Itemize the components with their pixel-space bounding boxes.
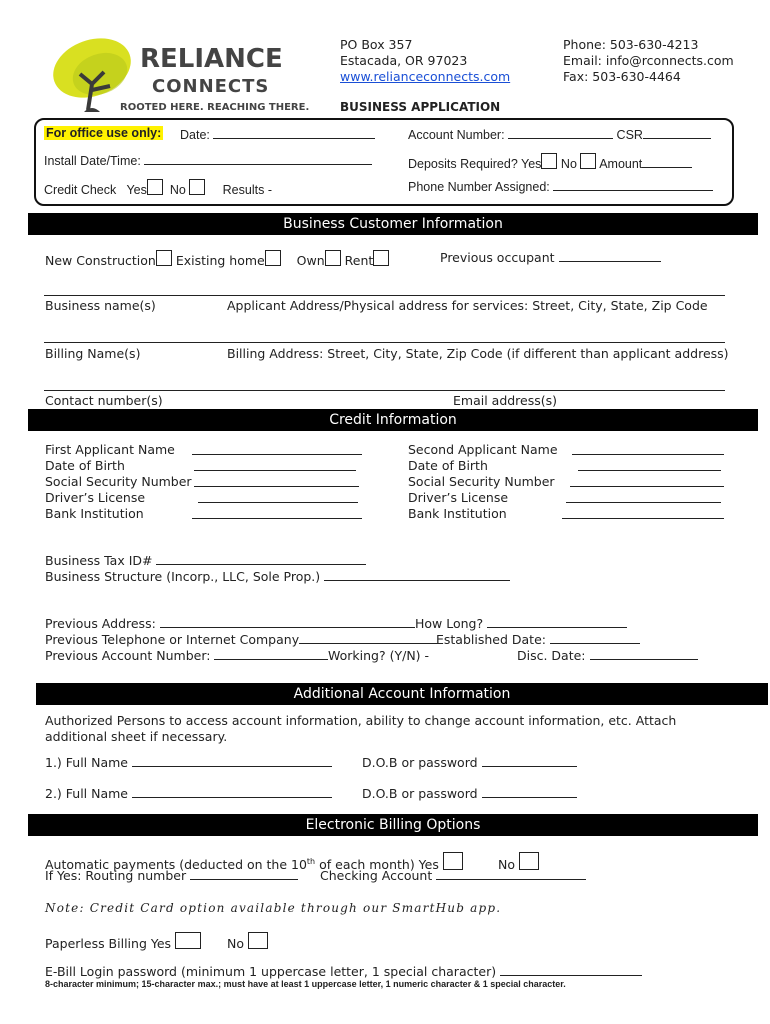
tax-id-field[interactable]: Business Tax ID#	[45, 553, 366, 568]
paperless-yes-checkbox[interactable]	[175, 932, 201, 949]
website-link[interactable]: www.relianceconnects.com	[340, 69, 511, 84]
business-names-label: Business name(s)	[45, 298, 156, 313]
document-title: BUSINESS APPLICATION	[340, 100, 501, 114]
second-ssn-label: Social Security Number	[408, 474, 555, 489]
billing-address-label: Billing Address: Street, City, State, Zip Code (if different than applicant address)	[227, 346, 729, 361]
office-use-label: For office use only:	[46, 126, 162, 140]
second-dob-label: Date of Birth	[408, 458, 488, 473]
credit-information-heading: Credit Information	[28, 409, 758, 431]
office-date-field[interactable]: Date:	[180, 127, 375, 142]
second-license-label: Driver’s License	[408, 490, 509, 505]
previous-occupant-field[interactable]: Previous occupant	[440, 250, 661, 265]
first-dob-label: Date of Birth	[45, 458, 125, 473]
dob-2-field[interactable]: D.O.B or password	[362, 786, 577, 801]
previous-address-field[interactable]: Previous Address:	[45, 616, 415, 631]
company-logo	[40, 28, 310, 118]
dob-1-field[interactable]: D.O.B or password	[362, 755, 577, 770]
business-customer-heading: Business Customer Information	[28, 213, 758, 235]
how-long-field[interactable]: How Long?	[415, 616, 627, 631]
business-structure-field[interactable]: Business Structure (Incorp., LLC, Sole Prop.)	[45, 569, 510, 584]
previous-company-field[interactable]: Previous Telephone or Internet Company	[45, 632, 439, 647]
electronic-billing-heading: Electronic Billing Options	[28, 814, 758, 836]
tagline	[120, 102, 309, 113]
address-line-1: PO Box 357	[340, 37, 413, 52]
full-name-2-field[interactable]: 2.) Full Name	[45, 786, 332, 801]
rent-checkbox[interactable]	[373, 250, 389, 266]
applicant-address-label: Applicant Address/Physical address for services: Street, City, State, Zip Code	[227, 298, 708, 313]
brand-name-line1: RELIANCE	[140, 44, 283, 74]
additional-account-heading: Additional Account Information	[36, 683, 768, 705]
deposits-yes-checkbox[interactable]	[541, 153, 557, 169]
paperless-no-checkbox[interactable]	[248, 932, 268, 949]
existing-home-checkbox[interactable]	[265, 250, 281, 266]
address-line-2: Estacada, OR 97023	[340, 53, 468, 68]
paperless-no-field: No	[227, 932, 268, 951]
billing-names-label: Billing Name(s)	[45, 346, 141, 361]
tagline-part1: ROOTED HERE.	[120, 102, 204, 113]
first-applicant-name-label: First Applicant Name	[45, 442, 175, 457]
second-applicant-block	[408, 442, 558, 522]
authorized-intro-2: additional sheet if necessary.	[45, 729, 228, 744]
working-field[interactable]: Working? (Y/N) -	[328, 648, 430, 663]
contact-numbers-label: Contact number(s)	[45, 393, 163, 408]
credit-no-checkbox[interactable]	[189, 179, 205, 195]
deposits-no-checkbox[interactable]	[580, 153, 596, 169]
paperless-billing-field: Paperless Billing Yes	[45, 932, 201, 951]
tagline-part2: REACHING THERE.	[207, 102, 310, 113]
deposits-required-field[interactable]: Deposits Required? Yes No Amount	[408, 153, 692, 171]
office-account-number-field[interactable]: Account Number: CSR	[408, 127, 711, 142]
credit-card-note: Note: Credit Card option available through our SmartHub app.	[45, 901, 502, 915]
credit-check-field[interactable]: Credit Check Yes No Results -	[44, 179, 272, 197]
established-date-field[interactable]: Established Date:	[436, 632, 640, 647]
checking-account-field[interactable]: Checking Account	[320, 868, 586, 883]
contact-line[interactable]	[44, 390, 725, 391]
authorized-intro: Authorized Persons to access account information, ability to change account information, etc. Attach	[45, 713, 677, 728]
phone-assigned-field[interactable]: Phone Number Assigned:	[408, 179, 713, 194]
first-applicant-block	[45, 442, 192, 522]
first-ssn-label: Social Security Number	[45, 474, 192, 489]
phone-number: Phone: 503-630-4213	[563, 37, 699, 52]
second-bank-label: Bank Institution	[408, 506, 507, 521]
first-bank-label: Bank Institution	[45, 506, 144, 521]
own-checkbox[interactable]	[325, 250, 341, 266]
automatic-payments-field: Automatic payments (deducted on the 10th of each month) Yes	[45, 852, 463, 872]
disc-date-field[interactable]: Disc. Date:	[517, 648, 698, 663]
email-addresses-label: Email address(s)	[453, 393, 558, 408]
routing-number-field[interactable]: If Yes: Routing number	[45, 868, 298, 883]
fax-number: Fax: 503-630-4464	[563, 69, 681, 84]
property-options: New Construction Existing home Own Rent	[45, 250, 389, 268]
second-applicant-name-label: Second Applicant Name	[408, 442, 558, 457]
billing-name-line[interactable]	[44, 342, 725, 343]
first-license-label: Driver’s License	[45, 490, 146, 505]
new-construction-checkbox[interactable]	[156, 250, 172, 266]
auto-pay-no-field: No	[498, 852, 539, 872]
brand-name-line2: CONNECTS	[152, 76, 270, 97]
previous-account-field[interactable]: Previous Account Number:	[45, 648, 328, 663]
credit-yes-checkbox[interactable]	[147, 179, 163, 195]
password-rules: 8-character minimum; 15-character max.; must have at least 1 uppercase letter, 1 numeric character & 1 special character.	[45, 979, 566, 989]
ebill-login-field[interactable]: E-Bill Login password (minimum 1 uppercase letter, 1 special character)	[45, 964, 642, 979]
install-date-field[interactable]: Install Date/Time:	[44, 153, 372, 168]
email-address: Email: info@rconnects.com	[563, 53, 734, 68]
full-name-1-field[interactable]: 1.) Full Name	[45, 755, 332, 770]
business-name-line[interactable]	[44, 295, 725, 296]
